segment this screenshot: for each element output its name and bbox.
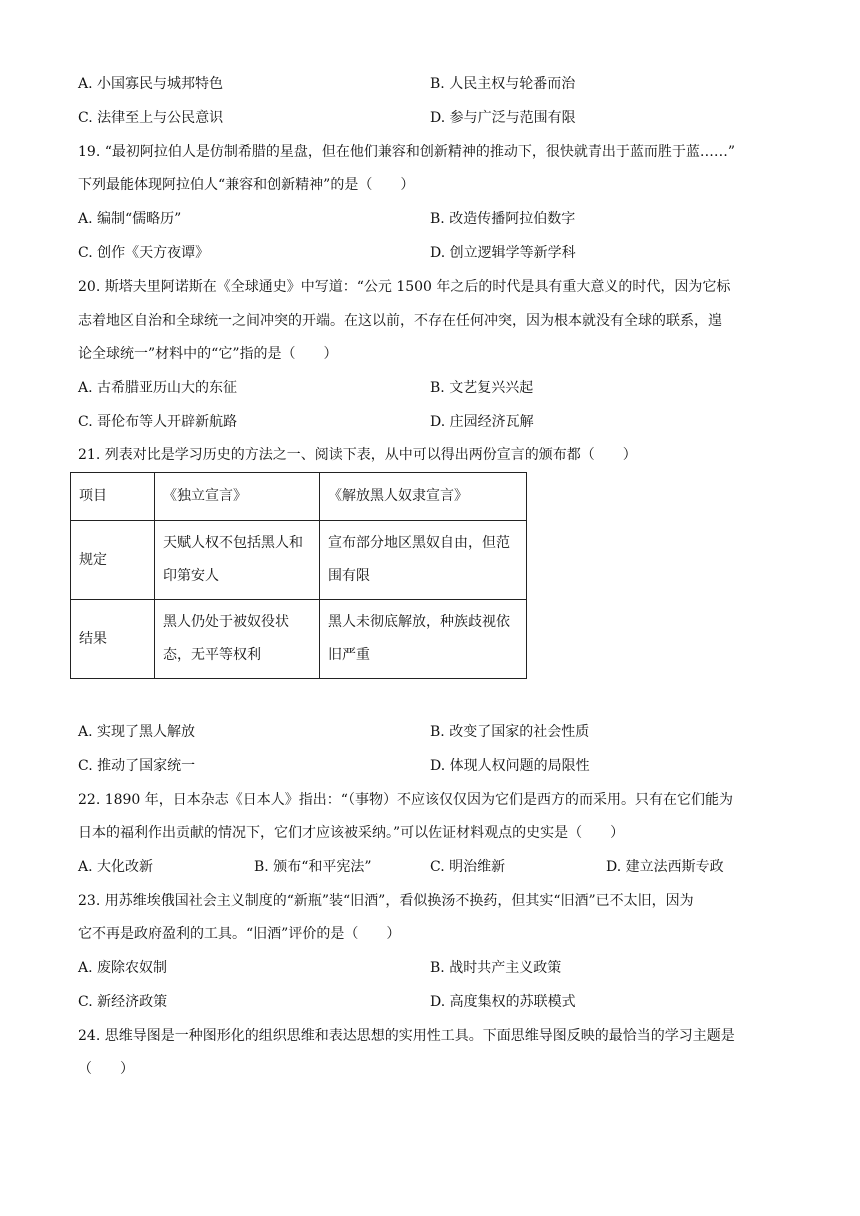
table-header-row [71, 473, 527, 521]
q20-option-b: B. 文艺复兴兴起 [430, 380, 534, 396]
table-row [71, 600, 527, 679]
q23-option-d: D. 高度集权的苏联模式 [430, 994, 576, 1010]
q22-option-b: B. 颁布“和平宪法” [254, 859, 372, 875]
q20-option-d: D. 庄园经济瓦解 [430, 414, 534, 430]
q23-stem-line-1: 23. 用苏维埃俄国社会主义制度的“新瓶”装“旧酒”，看似换汤不换药，但其实“旧酒”已不太旧，因为 [78, 893, 694, 909]
q19-option-a: A. 编制“儒略历” [78, 211, 182, 227]
q21-stem: 21. 列表对比是学习历史的方法之一、阅读下表，从中可以得出两份宣言的颁布都（ ） [78, 447, 637, 463]
table-row-label: 规定 [71, 521, 155, 600]
q20-stem-line-3: 论全球统一”材料中的“它”指的是（ ） [78, 346, 338, 362]
table-header-cell: 项目 [71, 473, 155, 521]
q18-option-d: D. 参与广泛与范围有限 [430, 110, 576, 126]
q22-stem-line-2: 日本的福利作出贡献的情况下，它们才应该被采纳。”可以佐证材料观点的史实是（ ） [78, 825, 625, 841]
q18-option-a: A. 小国寡民与城邦特色 [78, 76, 224, 92]
q19-option-b: B. 改造传播阿拉伯数字 [430, 211, 576, 227]
table-cell: 黑人仍处于被奴役状态，无平等权利 [155, 600, 320, 679]
q20-stem-line-1: 20. 斯塔夫里阿诺斯在《全球通史》中写道：“公元 1500 年之后的时代是具有重大意义的时代，因为它标 [78, 279, 731, 295]
q18-option-c: C. 法律至上与公民意识 [78, 110, 224, 126]
q21-comparison-table [70, 472, 527, 679]
q20-option-a: A. 古希腊亚历山大的东征 [78, 380, 238, 396]
table-cell: 天赋人权不包括黑人和印第安人 [155, 521, 320, 600]
table-header-cell: 《解放黑人奴隶宣言》 [320, 473, 527, 521]
q24-stem-line-1: 24. 思维导图是一种图形化的组织思维和表达思想的实用性工具。下面思维导图反映的最恰当的学习主题是 [78, 1028, 735, 1044]
q21-option-d: D. 体现人权问题的局限性 [430, 758, 590, 774]
q21-option-a: A. 实现了黑人解放 [78, 724, 196, 740]
table-row-label: 结果 [71, 600, 155, 679]
q24-stem-line-2: （ ） [78, 1061, 134, 1077]
table-header-cell: 《独立宣言》 [155, 473, 320, 521]
q22-option-a: A. 大化改新 [78, 859, 154, 875]
q20-stem-line-2: 志着地区自治和全球统一之间冲突的开端。在这以前，不存在任何冲突，因为根本就没有全球的联系，遑 [78, 313, 722, 329]
q21-option-b: B. 改变了国家的社会性质 [430, 724, 590, 740]
q19-option-c: C. 创作《天方夜谭》 [78, 245, 210, 261]
table-cell: 宣布部分地区黑奴自由，但范围有限 [320, 521, 527, 600]
q19-option-d: D. 创立逻辑学等新学科 [430, 245, 576, 261]
q23-option-a: A. 废除农奴制 [78, 960, 168, 976]
q19-stem-line-2: 下列最能体现阿拉伯人“兼容和创新精神”的是（ ） [78, 177, 415, 193]
q22-option-c: C. 明治维新 [430, 859, 506, 875]
q23-stem-line-2: 它不再是政府盈利的工具。“旧酒”评价的是（ ） [78, 926, 401, 942]
q21-option-c: C. 推动了国家统一 [78, 758, 196, 774]
q22-option-d: D. 建立法西斯专政 [606, 859, 724, 875]
q23-option-c: C. 新经济政策 [78, 994, 168, 1010]
table-cell: 黑人未彻底解放，种族歧视依旧严重 [320, 600, 527, 679]
q22-stem-line-1: 22. 1890 年，日本杂志《日本人》指出：“（事物）不应该仅仅因为它们是西方的而采用。只有在它们能为 [78, 792, 733, 808]
q18-option-b: B. 人民主权与轮番而治 [430, 76, 576, 92]
q19-stem-line-1: 19. “最初阿拉伯人是仿制希腊的星盘，但在他们兼容和创新精神的推动下，很快就青出于蓝而胜于蓝……” [78, 144, 736, 160]
q23-option-b: B. 战时共产主义政策 [430, 960, 562, 976]
q20-option-c: C. 哥伦布等人开辟新航路 [78, 414, 238, 430]
table-row [71, 521, 527, 600]
